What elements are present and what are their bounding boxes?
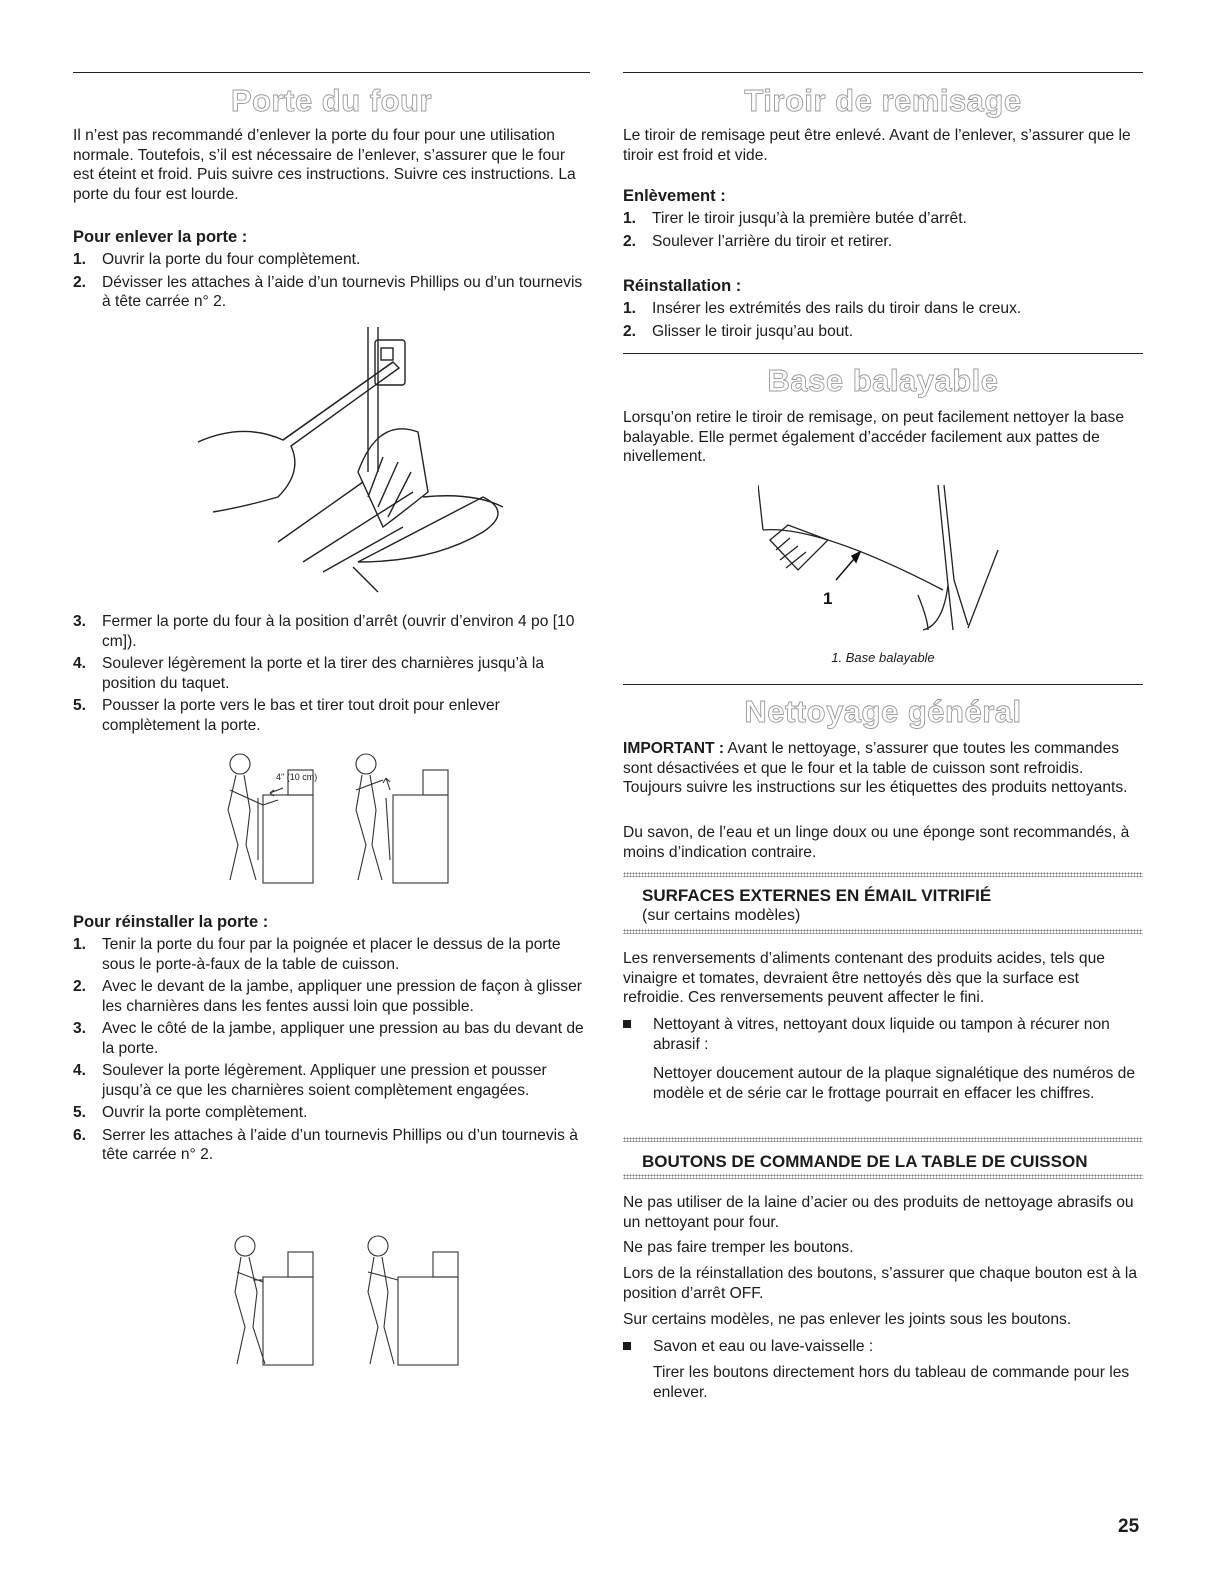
step-item: 1. Tirer le tiroir jusqu’à la première butée d’arrêt.	[623, 210, 967, 227]
dotted-divider	[623, 872, 1143, 877]
step-item: 2. Avec le devant de la jambe, appliquer une pression de façon à glisser les charnières dans les fentes aussi loin que possible.	[73, 978, 582, 1015]
step-item: 3. Avec le côté de la jambe, appliquer une pression au bas du devant de la porte.	[73, 1020, 584, 1057]
step-item: 2. Dévisser les attaches à l’aide d’un tournevis Phillips ou d’un tournevis à tête carrée n° 2.	[73, 273, 583, 310]
bullet-square-icon	[623, 1342, 631, 1350]
section-title-porte-du-four: Porte du four	[230, 83, 433, 118]
remove-steps-b	[73, 612, 590, 738]
toe-kick-base-illustration	[758, 480, 1018, 640]
soap-paragraph: Du savon, de l’eau et un linge doux ou une éponge sont recommandés, à moins d’indication contraire.	[623, 824, 1130, 861]
section-title-tiroir-de-remisage: Tiroir de remisage	[744, 83, 1022, 118]
removal-steps	[623, 209, 1143, 254]
important-text: Avant le nettoyage, s’assurer que toutes les commandes sont désactivées et que le four et la table de cuisson sont refroidis. Toujours suivre les instructions sur les étiquettes des produits nettoyants.	[623, 740, 1128, 796]
section-rule	[623, 353, 1143, 354]
step-item: 6. Serrer les attaches à l’aide d’un tournevis Phillips ou d’un tournevis à tête carrée n° 2.	[73, 1126, 578, 1163]
enamel-heading: SURFACES EXTERNES EN ÉMAIL VITRIFIÉ	[642, 886, 992, 905]
enamel-paragraph: Les renversements d’aliments contenant des produits acides, tels que vinaigre et tomates, devraient être nettoyés dès que la surface est refroidie. Ces renversements peuvent affecter le fini.	[623, 950, 1105, 1006]
drawer-intro: Le tiroir de remisage peut être enlevé. Avant de l’enlever, s’assurer que le tiroir est froid et vide.	[623, 127, 1131, 164]
remove-steps-a	[73, 250, 590, 315]
drawer-reinstall-steps	[623, 299, 1143, 344]
drawer-reinstall-heading: Réinstallation :	[623, 277, 742, 295]
door-reinstall-illustration	[223, 1232, 473, 1372]
top-rule	[623, 72, 1143, 73]
base-paragraph: Lorsqu’on retire le tiroir de remisage, on peut facilement nettoyer la base balayable. Elle permet également d’accéder facilement aux pattes de nivellement.	[623, 409, 1125, 465]
section-title-base-balayable: Base balayable	[767, 363, 999, 398]
dotted-divider	[623, 929, 1143, 934]
dotted-divider	[623, 1137, 1143, 1142]
removal-heading: Enlèvement :	[623, 187, 726, 205]
reinstall-steps	[73, 935, 590, 1168]
important-paragraph	[623, 739, 1143, 798]
figure-measurement-label: 4" (10 cm)	[276, 772, 318, 782]
step-item: 2. Soulever l’arrière du tiroir et retirer.	[623, 232, 893, 250]
step-item: 2. Glisser le tiroir jusqu’au bout.	[623, 322, 854, 340]
knobs-bullet-detail: Tirer les boutons directement hors du tableau de commande pour les enlever.	[653, 1364, 1130, 1401]
dotted-divider	[623, 1174, 1143, 1179]
section-rule	[623, 684, 1143, 685]
knobs-paragraph-3: Lors de la réinstallation des boutons, s’assurer que chaque bouton est à la position d’arrêt OFF.	[623, 1265, 1138, 1302]
bullet-square-icon	[623, 1020, 631, 1028]
top-rule	[73, 72, 590, 73]
step-item: 4. Soulever légèrement la porte et la tirer des charnières jusqu’à la position du taquet.	[73, 655, 545, 692]
step-item: 5. Pousser la porte vers le bas et tirer tout droit pour enlever complètement la porte.	[73, 697, 500, 734]
step-item: 1. Insérer les extrémités des rails du tiroir dans le creux.	[623, 300, 1022, 317]
important-label: IMPORTANT :	[623, 740, 725, 757]
figure-caption: 1. Base balayable	[831, 650, 935, 665]
hinge-screwdriver-illustration	[183, 322, 513, 597]
enamel-bullet-detail: Nettoyer doucement autour de la plaque signalétique des numéros de modèle et de série car le frottage pourrait en effacer les chiffres.	[653, 1065, 1135, 1102]
step-item: 4. Soulever la porte légèrement. Appliquer une pression et pousser jusqu’à ce que les charnières soient complètement engagées.	[73, 1062, 547, 1099]
section-title-nettoyage-general: Nettoyage général	[744, 694, 1022, 729]
bullet-item: Savon et eau ou lave-vaisselle :	[623, 1337, 1143, 1357]
callout-number: 1	[823, 589, 833, 608]
bullet-item: Nettoyant à vitres, nettoyant doux liquide ou tampon à récurer non abrasif :	[623, 1015, 1143, 1054]
remove-door-heading: Pour enlever la porte :	[73, 228, 248, 246]
door-removal-illustration	[218, 750, 463, 890]
knobs-bullet-list	[623, 1337, 1143, 1357]
step-item: 1. Ouvrir la porte du four complètement.	[73, 251, 361, 268]
intro-paragraph: Il n’est pas recommandé d’enlever la porte du four pour une utilisation normale. Toutefois, s’il est nécessaire de l’enlever, s’assurer que le four est éteint et froid. Puis suivre ces instructions. Suivre ces instructions. La porte du four est lourde.	[73, 127, 576, 203]
reinstall-door-heading: Pour réinstaller la porte :	[73, 913, 269, 931]
step-item: 1. Tenir la porte du four par la poignée et placer le dessus de la porte sous le porte-à-faux de la table de cuisson.	[73, 936, 561, 973]
knobs-paragraph-4: Sur certains modèles, ne pas enlever les joints sous les boutons.	[623, 1311, 1072, 1328]
knobs-paragraph-2: Ne pas faire tremper les boutons.	[623, 1239, 854, 1256]
step-item: 5. Ouvrir la porte complètement.	[73, 1104, 308, 1121]
enamel-bullet-list	[623, 1015, 1143, 1054]
knobs-paragraph-1: Ne pas utiliser de la laine d’acier ou des produits de nettoyage abrasifs ou un nettoyant pour four.	[623, 1194, 1134, 1231]
step-item: 3. Fermer la porte du four à la position d’arrêt (ouvrir d’environ 4 po [10 cm]).	[73, 613, 575, 650]
enamel-subheading: (sur certains modèles)	[642, 906, 801, 924]
enamel-subsection-header	[642, 886, 1142, 925]
knobs-heading: BOUTONS DE COMMANDE DE LA TABLE DE CUISSON	[642, 1152, 1088, 1171]
page-number: 25	[1118, 1516, 1140, 1537]
